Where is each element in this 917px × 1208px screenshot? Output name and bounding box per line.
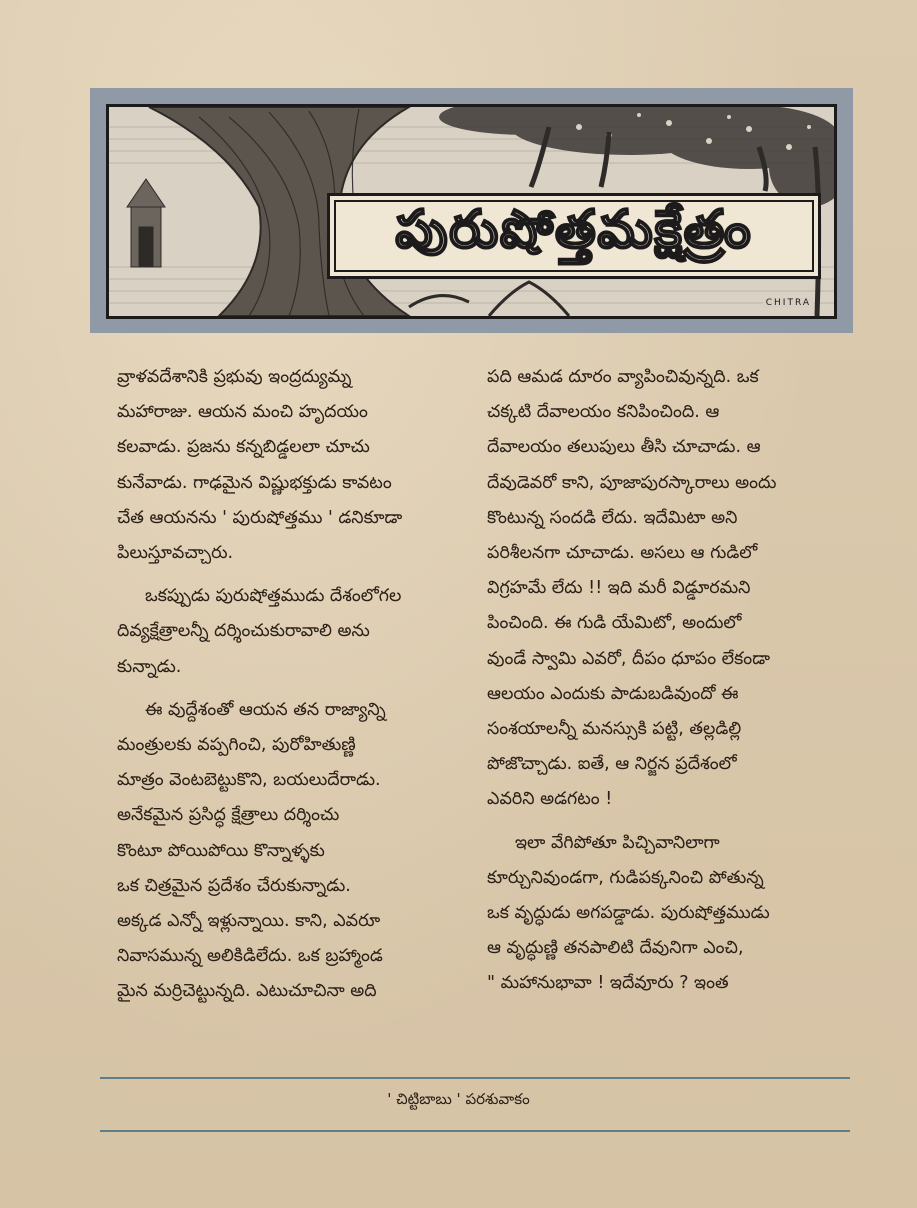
text-line: " మహానుభావా ! ఇదేవూరు ? ఇంత [487,973,729,994]
text-line: మాత్రం వెంటబెట్టుకొని, బయలుదేరాడు. [117,770,381,791]
text-line: ఈ వుద్దేశంతో ఆయన తన రాజ్యాన్ని [145,699,386,720]
paragraph [487,360,845,818]
text-line: వుండే స్వామి ఎవరో, దీపం ధూపం లేకండా [487,648,770,669]
paragraph [117,579,462,685]
title-panel [327,193,821,279]
text-line: పిలుస్తూవచ్చారు. [117,543,234,564]
text-line: కున్నాడు. [117,656,182,677]
text-line: ఆ వృద్ధుణ్ణి తనపాలిటి దేవునిగా ఎంచి, [487,938,744,959]
page-title: పురుషోత్తమక్షేత్రం [395,199,753,260]
text-line: కలవాడు. ప్రజను కన్నబిడ్డలలా చూచు [117,437,370,458]
text-line: దేవాలయం తలుపులు తీసి చూచాడు. ఆ [487,437,761,458]
text-line: పించింది. ఈ గుడి యేమిటో, అందులో [487,613,742,634]
text-line: ఎవరిని అడగటం ! [487,789,613,810]
header-banner [90,88,853,333]
text-line: సంశయాలన్నీ మనస్సుకి పట్టి, తల్లడిల్లి [487,719,742,740]
text-line: దివ్యక్షేత్రాలన్నీ దర్శించుకురావాలి అను [117,621,370,642]
text-line: విగ్రహమే లేదు !! ఇది మరీ విడ్డూరమని [487,578,751,599]
text-line: అక్కడ ఎన్నో ఇళ్లున్నాయి. కాని, ఎవరూ [117,911,381,932]
right-text-column [487,360,845,1002]
text-line: దేవుడెవరో కాని, పూజాపురస్కారాలు అందు [487,472,777,493]
text-line: మహారాజు. ఆయన మంచి హృదయం [117,402,368,423]
paragraph [117,693,462,1010]
text-line: ఒక వృద్ధుడు అగపడ్డాడు. పురుషోత్తముడు [487,903,770,924]
header-illustration [106,104,837,319]
text-line: కొంటూ పోయిపోయి కొన్నాళ్ళకు [117,840,325,861]
text-line: కునేవాడు. గాఢమైన విష్ణుభక్తుడు కావటం [117,472,392,493]
footer-credit-word: పరశువాకం [465,1090,530,1108]
footer-author-name: ' చిట్టిబాబు ' [387,1090,461,1108]
footer-divider-bottom [100,1130,850,1132]
paragraph [117,360,462,571]
text-line: పరిశీలనగా చూచాడు. అసలు ఆ గుడిలో [487,543,758,564]
text-line: ఒక చిత్రమైన ప్రదేశం చేరుకున్నాడు. [117,875,351,896]
text-line: కొంటున్న సందడి లేదు. ఇదేమిటా అని [487,507,738,528]
footer-credit [0,1090,917,1112]
text-line: ఒకప్పుడు పురుషోత్తముడు దేశంలోగల [145,586,402,607]
paragraph [487,826,845,1002]
artist-credit: CHITRA [763,298,814,308]
text-line: పది ఆమడ దూరం వ్యాపించివున్నది. ఒక [487,367,759,387]
text-line: కూర్చునివుండగా, గుడిపక్కనించి పోతున్న [487,867,764,888]
text-line: చేత ఆయనను ' పురుషోత్తము ' డనికూడా [117,507,403,528]
text-line: ఆలయం ఎందుకు పాడుబడివుందో ఈ [487,683,739,704]
footer-divider-top [100,1077,850,1079]
text-line: మంత్రులకు వప్పగించి, పురోహితుణ్ణి [117,735,356,756]
text-line: పోజొచ్చాడు. ఐతే, ఆ నిర్జన ప్రదేశంలో [487,754,737,775]
text-line: నివాసమున్న అలికిడిలేదు. ఒక బ్రహ్మాండ [117,946,383,967]
left-text-column [117,360,462,1010]
text-line: మైన మర్రిచెట్టున్నది. ఎటుచూచినా అది [117,981,377,1002]
text-line: ఇలా వేగిపోతూ పిచ్చివానిలాగా [515,832,720,853]
text-line: చక్కటి దేవాలయం కనిపించింది. ఆ [487,402,720,423]
text-line: వ్రాళవదేశానికి ప్రభువు ఇంద్రద్యుమ్న [117,367,352,387]
text-line: అనేకమైన ప్రసిద్ధ క్షేత్రాలు దర్శించు [117,805,340,826]
